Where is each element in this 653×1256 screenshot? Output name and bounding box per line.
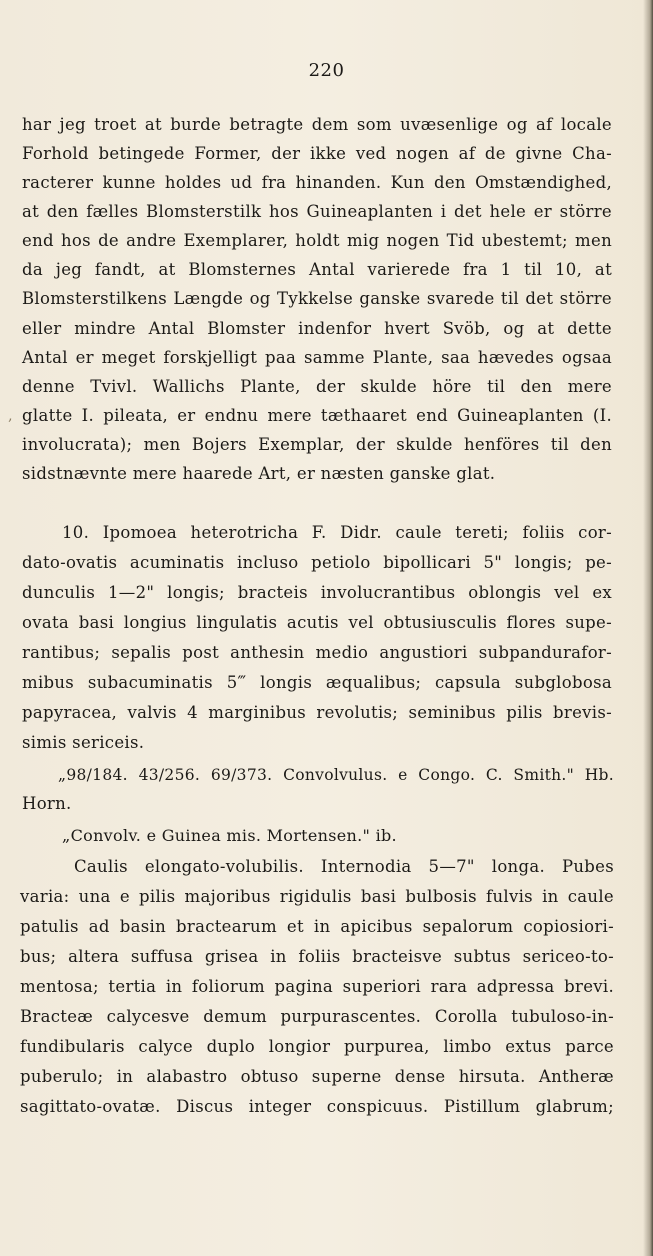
paragraph-2-line: mentosa; tertia in foliorum pagina superiori rara adpressa brevi. (20, 977, 614, 996)
paragraph-2-line: sagittato-ovatæ. Discus integer conspicuus. Pistillum glabrum; (20, 1097, 614, 1116)
species-heading-line: 10. Ipomoea heterotricha F. Didr. caule tereti; foliis cor- (62, 523, 612, 542)
paragraph-2-line: fundibularis calyce duplo longior purpurea, limbo extus parce (20, 1037, 614, 1056)
paragraph-1-line: involucrata); men Bojers Exemplar, der skulde henföres til den (22, 435, 612, 454)
species-diagnosis-line: papyracea, valvis 4 marginibus revolutis; seminibus pilis brevis- (22, 703, 612, 722)
species-diagnosis-line: dato-ovatis acuminatis incluso petiolo bipollicari 5" longis; pe- (22, 553, 612, 572)
species-diagnosis-line: ovata basi longius lingulatis acutis vel obtusiusculis flores supe- (22, 613, 612, 632)
paragraph-1-line: racterer kunne holdes ud fra hinanden. Kun den Omstændighed, (22, 173, 612, 192)
paragraph-1-line: Antal er meget forskjelligt paa samme Plante, saa hævedes ogsaa (22, 348, 612, 367)
margin-mark: ‚ (8, 408, 13, 424)
species-diagnosis-line: mibus subacuminatis 5‴ longis æqualibus; capsula subglobosa (22, 673, 612, 692)
paragraph-1-line: da jeg fandt, at Blomsternes Antal varierede fra 1 til 10, at (22, 260, 612, 279)
page-number: 220 (308, 60, 345, 81)
paragraph-1-line: eller mindre Antal Blomster indenfor hvert Svöb, og at dette (22, 319, 612, 338)
page-edge-shadow (643, 0, 653, 1256)
paragraph-1-line: at den fælles Blomsterstilk hos Guineaplanten i det hele er större (22, 202, 612, 221)
paragraph-1-line: glatte I. pileata, er endnu mere tæthaaret end Guineaplanten (I. (22, 406, 612, 425)
specimen-reference-line: Horn. (22, 794, 72, 813)
species-diagnosis-line: dunculis 1—2" longis; bracteis involucrantibus oblongis vel ex (22, 583, 612, 602)
paragraph-2-line: bus; altera suffusa grisea in foliis bracteisve subtus sericeo-to- (20, 947, 614, 966)
paragraph-1-line: har jeg troet at burde betragte dem som uvæsenlige og af locale (22, 115, 612, 134)
specimen-reference-line: „Convolv. e Guinea mis. Mortensen." ib. (62, 826, 397, 845)
paragraph-2-line: patulis ad basin bractearum et in apicibus sepalorum copiosiori- (20, 917, 614, 936)
paragraph-2-line: varia: una e pilis majoribus rigidulis basi bulbosis fulvis in caule (20, 887, 614, 906)
paragraph-1-line: sidstnævnte mere haarede Art, er næsten ganske glat. (22, 464, 496, 483)
paragraph-1-line: denne Tvivl. Wallichs Plante, der skulde höre til den mere (22, 377, 612, 396)
paragraph-2-line: puberulo; in alabastro obtuso superne dense hirsuta. Antheræ (20, 1067, 614, 1086)
species-diagnosis-line: rantibus; sepalis post anthesin medio angustiori subpandurafor- (22, 643, 612, 662)
species-diagnosis-line: simis sericeis. (22, 733, 145, 752)
paragraph-1-line: Blomsterstilkens Længde og Tykkelse ganske svarede til det större (22, 289, 612, 308)
specimen-reference-line: „98/184. 43/256. 69/373. Convolvulus. e Congo. C. Smith." Hb. (58, 766, 614, 784)
paragraph-1-line: Forhold betingede Former, der ikke ved nogen af de givne Cha- (22, 144, 612, 163)
paragraph-1-line: end hos de andre Exemplarer, holdt mig nogen Tid ubestemt; men (22, 231, 612, 250)
paragraph-2-line: Caulis elongato-volubilis. Internodia 5—7" longa. Pubes (74, 857, 614, 876)
paragraph-2-line: Bracteæ calycesve demum purpurascentes. Corolla tubuloso-in- (20, 1007, 614, 1026)
